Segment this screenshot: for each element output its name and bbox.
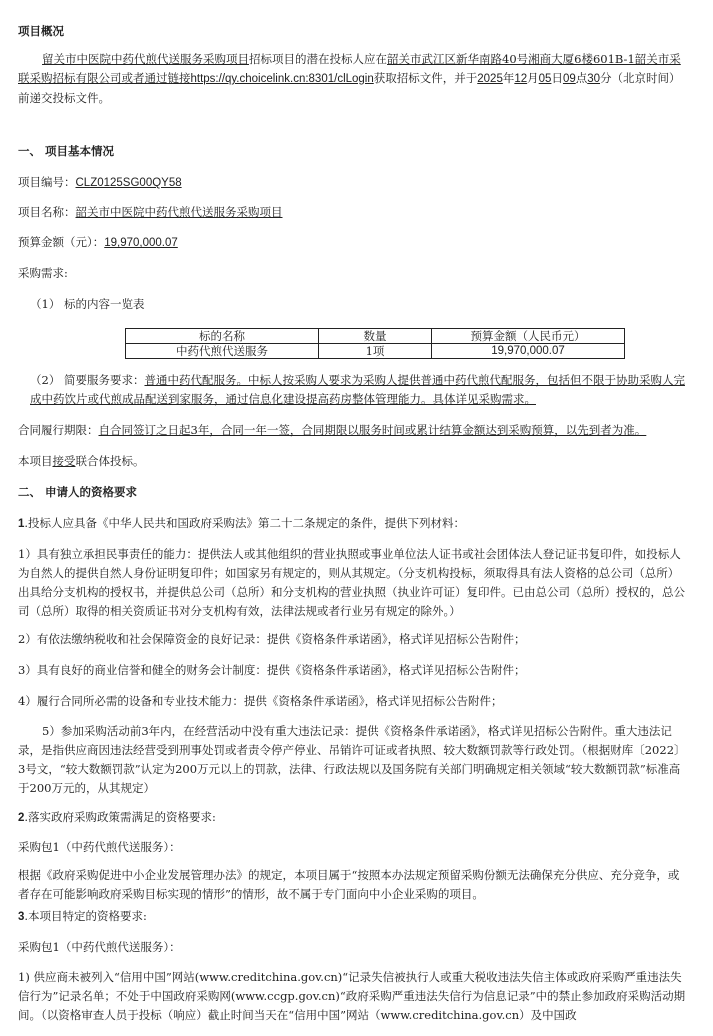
consortium-row	[18, 452, 689, 471]
overview-address: 韶关市武江区新华南路40号湘商大厦6楼601B-1韶关市采联采购招标有限公司或者通过链接	[18, 52, 681, 85]
budget-value: 19,970,000.07	[104, 237, 178, 249]
deadline-month: 12	[514, 73, 528, 85]
requirement-2	[18, 808, 689, 828]
deadline-day: 05	[538, 73, 552, 85]
requirement-3-package: 采购包1（中药代煎代送服务）：	[18, 940, 181, 954]
demand-label: 采购需求:	[18, 266, 68, 280]
month-char: 月	[527, 71, 539, 85]
item2-text: 普通中药代配服务。中标人按采购人要求为采购人提供普通中药代煎代配服务，包括但不限于协助采购人完成中药饮片或代煎成品配送到家服务，通过信息化建设提高药房整体管理能力。具体详见采购需求。	[30, 373, 685, 406]
hour-char: 点	[575, 71, 588, 85]
section1-heading: 一、 项目基本情况	[18, 144, 115, 158]
requirement-3-text: .本项目特定的资格要求:	[24, 909, 147, 923]
procurement-link[interactable]: https://qy.choicelink.cn:8301/clLogin	[190, 73, 374, 85]
requirement-1	[18, 514, 689, 534]
requirement-1-4: 4）履行合同所必需的设备和专业技术能力：提供《资格条件承诺函》，格式详见招标公告附件；	[18, 694, 503, 708]
project-code-label: 项目编号：	[18, 175, 76, 189]
day-char: 日	[551, 71, 563, 85]
requirement-1-1: 1）具有独立承担民事责任的能力：提供法人或其他组织的营业执照或事业单位法人证书或社会团体法人登记证书复印件，如投标人为自然人的提供自然人身份证明复印件；如国家另有规定的，则从其规定。（分支机构投标，须取得具有法人资格的总公司（总所）出具给分支机构的授权书，并提供总公司（总所）和分支机构的营业执照（执业许可证）复印件。已由总公司（总所）授权的，总公司（总所）取得的相关资质证书对分支机构有效，法律法规或者行业另有规定的除外。）	[18, 547, 685, 618]
item2-label: （2） 简要服务要求：	[30, 373, 145, 387]
table-cell: 1项	[319, 344, 432, 359]
overview-text-2: 获取招标文件，并于	[373, 71, 478, 85]
table-header-cell: 预算金额（人民币元）	[432, 329, 625, 344]
table-cell: 19,970,000.07	[432, 344, 625, 359]
budget-label: 预算金额（元）：	[18, 235, 105, 249]
requirement-3	[18, 907, 689, 927]
overview-tail: 分（北京时间）前递交投标文件。	[18, 71, 681, 105]
overview-paragraph	[18, 50, 689, 108]
contract-text: 自合同签订之日起3年，合同一年一签，合同期限以服务时间或累计结算金额达到采购预算，以先到者为准。	[98, 423, 647, 437]
page-title: 项目概况	[18, 24, 64, 38]
requirement-1-5: 5）参加采购活动前3年内，在经营活动中没有重大违法记录：提供《资格条件承诺函》，格式详见招标公告附件。重大违法记录，是指供应商因违法经营受到刑事处罚或者责令停产停业、吊销许可证或者执照、较大数额罚款等行政处罚。（根据财库〔2022〕3号文，“较大数额罚款”认定为200万元以上的罚款，法律、行政法规以及国务院有关部门明确规定相关领域“较大数额罚款”标准高于200万元的，从其规定）	[18, 724, 686, 795]
item2-paragraph	[30, 371, 689, 409]
contract-label: 合同履行期限：	[18, 423, 99, 437]
project-name-row	[18, 203, 689, 222]
requirement-2-package: 采购包1（中药代煎代送服务）：	[18, 840, 181, 854]
budget-row	[18, 233, 689, 253]
overview-text: 招标项目的潜在投标人应在	[249, 52, 387, 66]
project-code-value: CLZ0125SG00QY58	[75, 177, 182, 189]
requirement-1-num: 1	[18, 518, 25, 530]
table-header-cell: 数量	[319, 329, 432, 344]
year-char: 年	[502, 71, 515, 85]
deadline-minute: 30	[587, 73, 601, 85]
overview-project-name: 留关市中医院中药代煎代送服务采购项目	[42, 52, 249, 66]
requirement-2-text: .落实政府采购政策需满足的资格要求:	[24, 810, 216, 824]
consortium-text-2: 联合体投标。	[75, 454, 145, 468]
requirement-2-text-body: 根据《政府采购促进中小企业发展管理办法》的规定，本项目属于“按照本办法规定预留采购份额无法确保充分供应、充分竞争，或者存在可能影响政府采购目标实现的情形”的情形，故不属于专门面向中小企业采购的项目。	[18, 868, 680, 901]
requirement-2-num: 2	[18, 812, 25, 824]
table-row	[126, 344, 625, 359]
table-header-row	[126, 329, 625, 344]
project-name-value: 韶关市中医院中药代煎代送服务采购项目	[75, 205, 283, 219]
requirement-3-num: 3	[18, 911, 25, 923]
contract-row	[18, 421, 689, 440]
deadline-hour: 09	[562, 73, 576, 85]
requirement-1-2: 2）有依法缴纳税收和社会保障资金的良好记录：提供《资格条件承诺函》，格式详见招标公告附件；	[18, 632, 526, 646]
project-name-label: 项目名称：	[18, 205, 76, 219]
consortium-accept: 接受	[52, 454, 76, 468]
item1-label: （1） 标的内容一览表	[30, 297, 145, 311]
project-code-row	[18, 173, 689, 193]
requirement-3-1: 1) 供应商未被列入“信用中国”网站(www.creditchina.gov.cn)“记录失信被执行人或重大税收违法失信主体或政府采购严重违法失信行为”记录名单；不处于中国政府采购网(www.ccgp.gov.cn)“政府采购严重违法失信行为信息记录”中的禁止参加政府采购活动期间。（以资格审查人员于投标（响应）截止时间当天在“信用中国”网站（www.creditchina.gov.cn）及中国政	[18, 970, 686, 1022]
deadline-year: 2025	[477, 73, 503, 85]
table-cell: 中药代煎代送服务	[126, 344, 319, 359]
requirement-1-3: 3）具有良好的商业信誉和健全的财务会计制度：提供《资格条件承诺函》，格式详见招标公告附件；	[18, 663, 526, 677]
section2-heading: 二、 申请人的资格要求	[18, 485, 138, 499]
table-header-cell: 标的名称	[126, 329, 319, 344]
items-table	[125, 328, 625, 359]
requirement-1-text: .投标人应具备《中华人民共和国政府采购法》第二十二条规定的条件，提供下列材料：	[24, 516, 466, 530]
consortium-text: 本项目	[18, 454, 53, 468]
